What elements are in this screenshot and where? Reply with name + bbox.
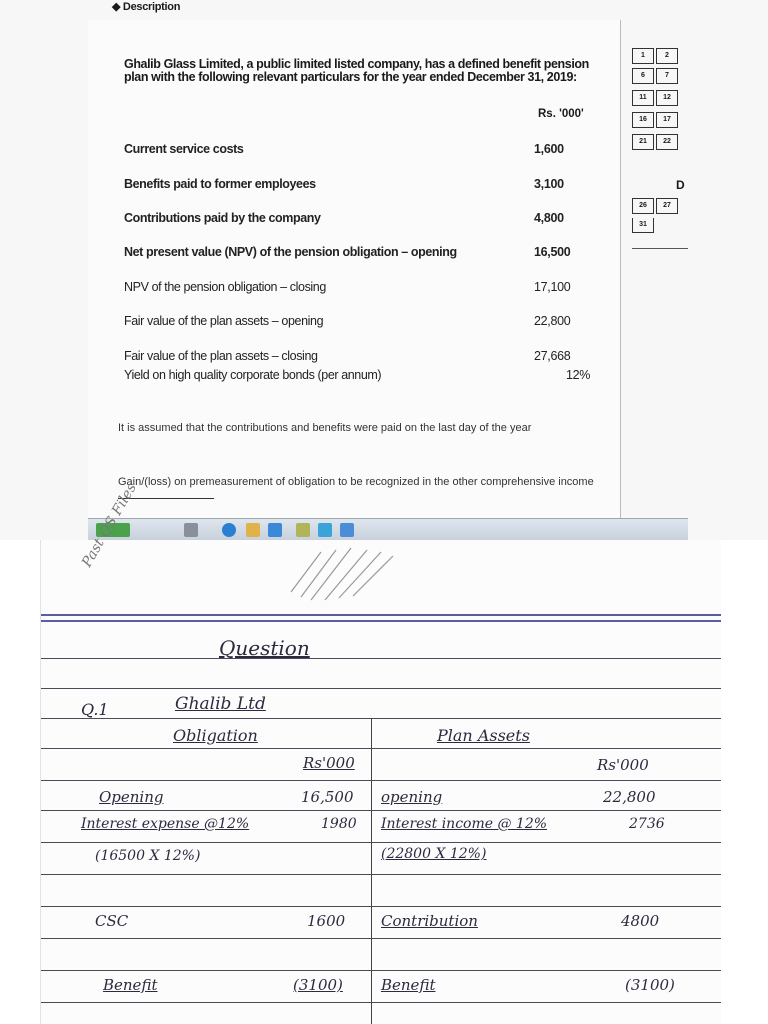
row-label: Fair value of the plan assets – opening [124, 314, 324, 328]
ruled-line [41, 658, 721, 659]
ruled-line [41, 620, 721, 622]
obligation-unit: Rs'000 [303, 754, 355, 772]
plan-assets-unit: Rs'000 [597, 756, 649, 774]
ruled-line [41, 906, 721, 907]
question-prompt-text: Gain/(loss) on premeasurement of obligation to be recognized in the other comprehensive income [118, 476, 594, 488]
plan-assets-row-value: 4800 [621, 912, 660, 930]
calendar-cell: 12 [656, 90, 678, 106]
taskbar [88, 518, 688, 541]
row-label: Contributions paid by the company [124, 211, 321, 225]
taskbar-app-icon[interactable] [296, 523, 310, 537]
column-divider [371, 718, 372, 1024]
obligation-row-label: Opening [99, 788, 164, 806]
row-value: 12% [566, 368, 591, 382]
section-header: ◆ Description [112, 1, 181, 13]
plan-assets-title: Plan Assets [437, 726, 530, 745]
ruled-line [41, 810, 721, 811]
ruled-line [41, 748, 721, 749]
row-value: 16,500 [534, 245, 571, 259]
row-label: Benefits paid to former employees [124, 177, 316, 191]
calendar-letter: D [676, 178, 685, 192]
calendar-cell: 11 [632, 90, 654, 106]
obligation-row-value: 16,500 [301, 788, 354, 806]
calendar-cell: 2 [656, 48, 678, 64]
bullet-icon: ◆ [112, 1, 123, 13]
calendar-cell: 27 [656, 198, 678, 214]
ruled-line [41, 1002, 721, 1003]
calendar-sliver [632, 48, 688, 248]
obligation-title: Obligation [173, 726, 258, 745]
plan-assets-row-label: Contribution [381, 912, 478, 930]
ruled-line [41, 688, 721, 689]
taskbar-app-icon[interactable] [268, 523, 282, 537]
question-prompt [118, 476, 598, 502]
row-value: 17,100 [534, 280, 571, 294]
plan-assets-row-label: (22800 X 12%) [381, 846, 487, 862]
margin-note: Past QS Files [79, 480, 140, 570]
obligation-row-value: (3100) [293, 976, 343, 994]
row-value: 4,800 [534, 211, 564, 225]
folder-icon[interactable] [246, 523, 260, 537]
plan-assets-row-value: 22,800 [603, 788, 656, 806]
pencil-scribble [281, 542, 421, 602]
question-text: Ghalib Glass Limited, a public limited listed company, has a defined benefit pension plan with the following relevant particulars for the year ended December 31, 2019: [124, 57, 589, 84]
browser-icon[interactable] [222, 523, 236, 537]
plan-assets-row-label: opening [381, 788, 443, 806]
unit-header: Rs. '000' [538, 108, 584, 120]
row-value: 27,668 [534, 349, 571, 363]
company-name: Ghalib Ltd [175, 694, 266, 714]
row-label: Fair value of the plan assets – closing [124, 349, 318, 363]
obligation-row-label: CSC [95, 912, 129, 930]
heading: Question [219, 636, 310, 660]
ruled-line [41, 718, 721, 719]
assumption-note: It is assumed that the contributions and benefits were paid on the last day of the year [118, 422, 532, 434]
row-label: Net present value (NPV) of the pension obligation – opening [124, 245, 457, 259]
obligation-row-value: 1600 [307, 912, 346, 930]
plan-assets-row-label: Interest income @ 12% [381, 816, 548, 832]
calendar-cell: 16 [632, 112, 654, 128]
calendar-rule [632, 248, 688, 249]
obligation-row-value: 1980 [321, 816, 357, 832]
ruled-line [41, 970, 721, 971]
taskbar-app-icon[interactable] [318, 523, 332, 537]
ruled-line [41, 614, 721, 616]
plan-assets-row-value: 2736 [629, 816, 665, 832]
obligation-row-label: (16500 X 12%) [95, 848, 201, 864]
taskbar-app-icon[interactable] [340, 523, 354, 537]
row-value: 1,600 [534, 142, 564, 156]
ruled-line [41, 938, 721, 939]
row-value: 22,800 [534, 314, 571, 328]
calendar-cell: 17 [656, 112, 678, 128]
calendar-cell: 1 [632, 48, 654, 64]
row-value: 3,100 [534, 177, 564, 191]
row-label: Yield on high quality corporate bonds (per annum) [124, 368, 382, 382]
obligation-row-label: Benefit [103, 976, 158, 994]
taskbar-app-icon[interactable] [184, 523, 198, 537]
calendar-cell: 7 [656, 68, 678, 84]
ruled-line [41, 842, 721, 843]
obligation-row-label: Interest expense @12% [81, 816, 250, 832]
row-label: NPV of the pension obligation – closing [124, 280, 326, 294]
calendar-cell: 21 [632, 134, 654, 150]
question-number: Q.1 [81, 700, 109, 719]
plan-assets-row-label: Benefit [381, 976, 436, 994]
plan-assets-row-value: (3100) [625, 976, 675, 994]
ruled-line [41, 780, 721, 781]
calendar-cell: 26 [632, 198, 654, 214]
row-label: Current service costs [124, 142, 244, 156]
calendar-cell: 31 [632, 218, 654, 233]
calendar-cell: 22 [656, 134, 678, 150]
calendar-cell: 6 [632, 68, 654, 84]
question-panel [88, 20, 621, 520]
ruled-line [41, 874, 721, 875]
